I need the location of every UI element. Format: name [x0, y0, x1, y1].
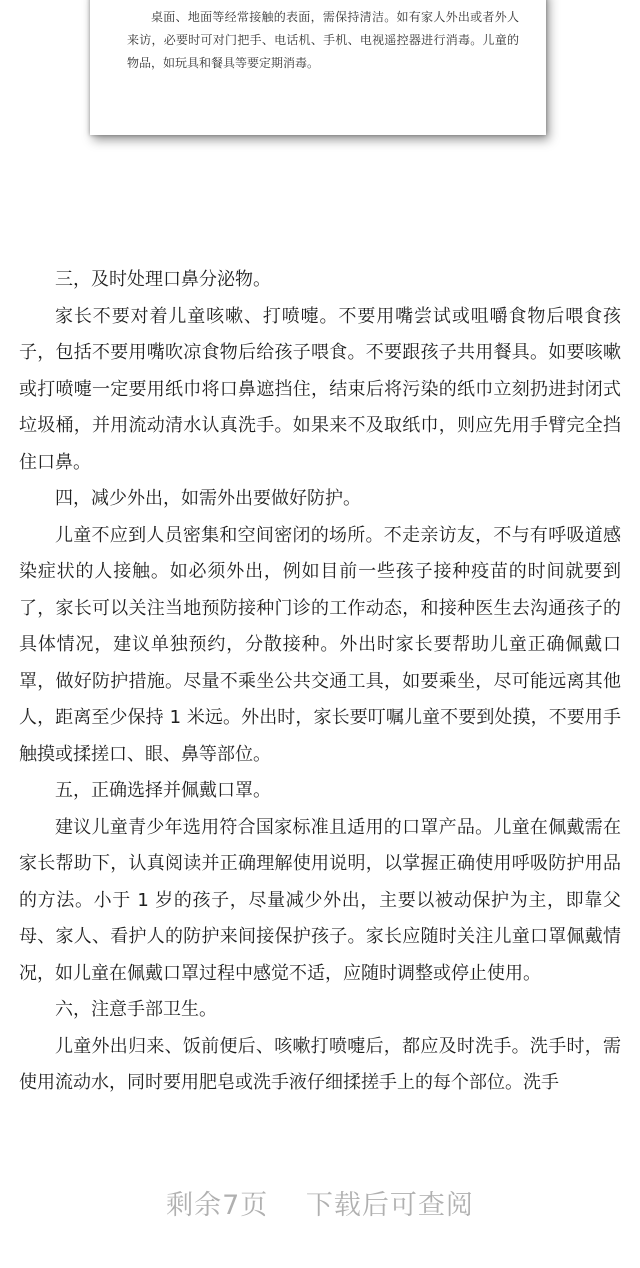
paragraph: 儿童不应到人员密集和空间密闭的场所。不走亲访友，不与有呼吸道感染症状的人接触。如必须外出，例如目前一些孩子接种疫苗的时间就要到了，家长可以关注当地预防接种门诊的工作动态，和接种医生去沟通孩子的具体情况，建议单独预约，分散接种。外出时家长要帮助儿童正确佩戴口罩，做好防护措施。尽量不乘坐公共交通工具，如要乘坐，尽可能远离其他人，距离至少保持 1 米远。外出时，家长要叮嘱儿童不要到处摸，不要用手触摸或揉搓口、眼、鼻等部位。	[19, 524, 621, 765]
section-heading-3: 三，及时处理口鼻分泌物。	[55, 269, 271, 290]
section-heading-6: 六，注意手部卫生。	[55, 999, 217, 1020]
remaining-pages-label: 剩余7页	[166, 1190, 269, 1221]
card-paragraph: 桌面、地面等经常接触的表面，需保持清洁。如有家人外出或者外人来访，必要时可对门把手、电话机、手机、电视遥控器进行消毒。儿童的物品，如玩具和餐具等要定期消毒。	[127, 10, 519, 70]
download-to-read-label: 下载后可查阅	[305, 1190, 474, 1221]
paragraph: 儿童外出归来、饭前便后、咳嗽打喷嚏后，都应及时洗手。洗手时，需使用流动水，同时要用肥皂或洗手液仔细揉搓手上的每个部位。洗手	[19, 1035, 621, 1093]
download-prompt[interactable]	[0, 1183, 640, 1222]
article-body	[19, 262, 621, 1102]
paragraph: 建议儿童青少年选用符合国家标准且适用的口罩产品。儿童在佩戴需在家长帮助下，认真阅读并正确理解使用说明，以掌握正确使用呼吸防护用品的方法。小于 1 岁的孩子，尽量减少外出，主要以被动保护为主，即靠父母、家人、看护人的防护来间接保护孩子。家长应随时关注儿童口罩佩戴情况，如儿童在佩戴口罩过程中感觉不适，应随时调整或停止使用。	[19, 816, 621, 984]
paragraph: 家长不要对着儿童咳嗽、打喷嚏。不要用嘴尝试或咀嚼食物后喂食孩子，包括不要用嘴吹凉食物后给孩子喂食。不要跟孩子共用餐具。如要咳嗽或打喷嚏一定要用纸巾将口鼻遮挡住，结束后将污染的纸巾立刻扔进封闭式垃圾桶，并用流动清水认真洗手。如果来不及取纸巾，则应先用手臂完全挡住口鼻。	[19, 305, 621, 473]
card-text-block	[127, 6, 519, 75]
section-heading-4: 四，减少外出，如需外出要做好防护。	[55, 488, 361, 509]
section-heading-5: 五，正确选择并佩戴口罩。	[55, 780, 271, 801]
